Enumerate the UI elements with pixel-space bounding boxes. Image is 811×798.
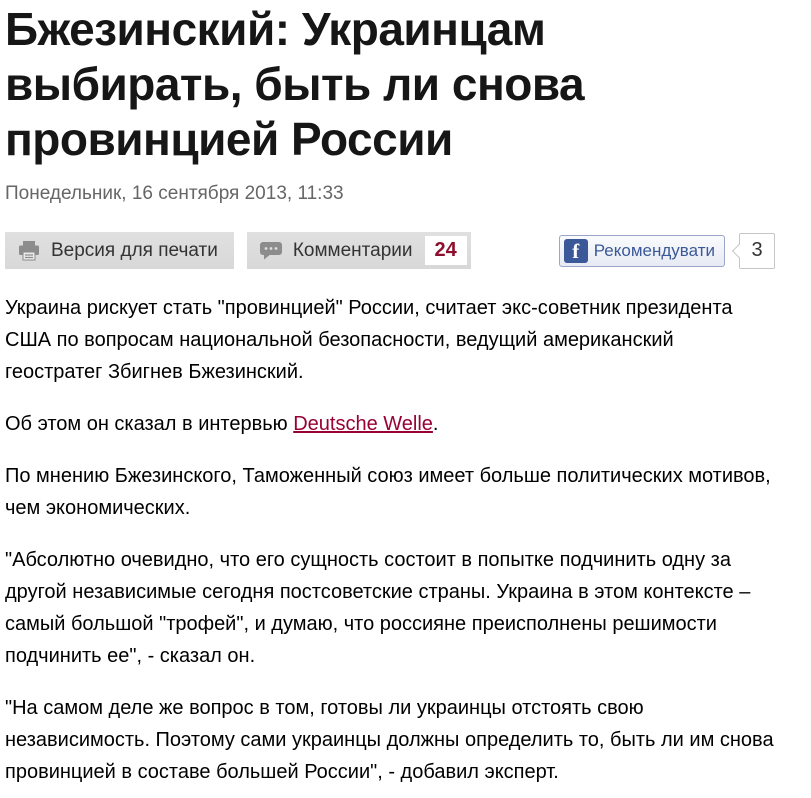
article-toolbar — [5, 232, 775, 269]
paragraph-source — [5, 408, 775, 440]
comments-count-badge: 24 — [425, 236, 467, 265]
paragraph-lead: Украина рискует стать "провинцией" России, считает экс-советник президента США по вопросам национальной безопасности, ведущий американский геостратег Збигнев Бжезинский. — [5, 297, 733, 383]
facebook-recommend-button[interactable] — [559, 235, 725, 267]
facebook-f-icon: f — [564, 239, 588, 263]
deutsche-welle-link[interactable]: Deutsche Welle — [293, 413, 433, 435]
comment-bubble-icon — [260, 242, 282, 260]
facebook-share-count: 3 — [739, 233, 775, 269]
comments-label: Комментарии — [292, 239, 413, 261]
facebook-recommend-widget — [559, 233, 775, 269]
page-title: Бжезинский: Украинцам выбирать, быть ли снова провинцией России — [5, 3, 585, 165]
article-body — [5, 292, 775, 788]
comments-button[interactable] — [247, 232, 471, 269]
paragraph-opinion: По мнению Бжезинского, Таможенный союз имеет больше политических мотивов, чем экономических. — [5, 465, 771, 519]
paragraph-source-suffix: . — [432, 413, 439, 435]
publish-date: Понедельник, 16 сентября 2013, 11:33 — [5, 183, 344, 204]
paragraph-quote-1: "Абсолютно очевидно, что его сущность состоит в попытке подчинить одну за другой независимые сегодня постсоветские страны. Украина в этом контексте – самый большой "трофей", и думаю, что россияне преисполнены решимости подчинить ее", - сказал он. — [5, 549, 751, 667]
printer-icon — [18, 241, 40, 261]
paragraph-quote-2: "На самом деле же вопрос в том, готовы ли украинцы отстоять свою независимость. Поэтому сами украинцы должны определить то, быть ли им снова провинцией в составе большей России", - добавил эксперт. — [5, 697, 774, 783]
print-version-button[interactable] — [5, 232, 234, 269]
paragraph-source-prefix: Об этом он сказал в интервью — [5, 413, 294, 435]
print-version-label: Версия для печати — [51, 239, 218, 261]
facebook-recommend-label: Рекомендувати — [593, 240, 715, 260]
